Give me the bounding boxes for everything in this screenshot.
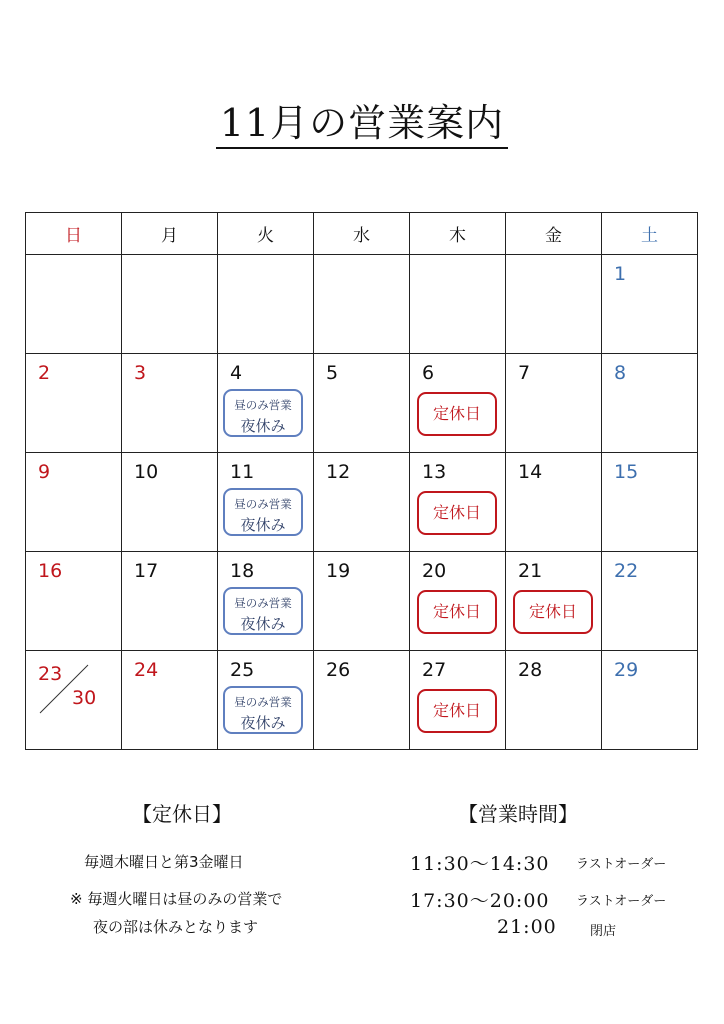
closed-day-badge: 定休日 xyxy=(417,689,497,733)
day-cell xyxy=(602,255,698,354)
day-cell xyxy=(506,255,602,354)
closed-day-badge: 定休日 xyxy=(417,392,497,436)
day-cell xyxy=(218,453,314,552)
day-cell xyxy=(410,453,506,552)
day-cell xyxy=(26,354,122,453)
day-cell xyxy=(122,354,218,453)
hours-dinner-note: ラストオーダー xyxy=(576,894,667,909)
lunch-only-label: 昼のみ営業 xyxy=(234,497,292,511)
business-hours-heading: 【営業時間】 xyxy=(458,802,578,826)
day-number: 16 xyxy=(38,560,63,582)
day-number: 8 xyxy=(614,362,627,384)
weekday-wednesday: 水 xyxy=(314,213,410,255)
lunch-only-badge xyxy=(223,389,303,437)
lunch-only-label: 昼のみ営業 xyxy=(234,695,292,709)
week-row xyxy=(26,651,698,750)
day-cell xyxy=(26,255,122,354)
lunch-only-badge xyxy=(223,488,303,536)
weekday-sunday: 日 xyxy=(26,213,122,255)
day-number: 26 xyxy=(326,659,351,681)
day-number: 19 xyxy=(326,560,351,582)
week-row xyxy=(26,354,698,453)
hours-close-note: 閉店 xyxy=(590,924,617,939)
day-cell xyxy=(602,354,698,453)
day-number: 15 xyxy=(614,461,639,483)
calendar-table xyxy=(25,212,698,750)
day-cell xyxy=(602,651,698,750)
day-number: 27 xyxy=(422,659,447,681)
day-cell xyxy=(122,651,218,750)
day-cell xyxy=(410,255,506,354)
day-number: 1 xyxy=(614,263,627,285)
closed-day-badge: 定休日 xyxy=(417,491,497,535)
day-cell xyxy=(602,453,698,552)
day-cell xyxy=(314,552,410,651)
day-number: 7 xyxy=(518,362,531,384)
day-number: 9 xyxy=(38,461,51,483)
day-cell xyxy=(602,552,698,651)
weekday-header-row xyxy=(26,213,698,255)
day-cell xyxy=(506,453,602,552)
weekday-saturday: 土 xyxy=(602,213,698,255)
day-cell xyxy=(122,255,218,354)
day-number: 29 xyxy=(614,659,639,681)
day-number: 18 xyxy=(230,560,255,582)
day-cell xyxy=(314,651,410,750)
closed-day-badge: 定休日 xyxy=(417,590,497,634)
day-number: 20 xyxy=(422,560,447,582)
day-cell xyxy=(410,354,506,453)
day-cell xyxy=(314,255,410,354)
day-number: 14 xyxy=(518,461,543,483)
day-cell xyxy=(506,354,602,453)
closed-day-badge: 定休日 xyxy=(513,590,593,634)
week-row xyxy=(26,453,698,552)
day-cell xyxy=(26,651,122,750)
day-cell xyxy=(314,453,410,552)
hours-dinner-time: 17:30～20:00 xyxy=(410,890,550,912)
day-number: 24 xyxy=(134,659,159,681)
split-date-cell xyxy=(26,651,122,749)
lunch-only-badge xyxy=(223,587,303,635)
day-number-secondary: 30 xyxy=(72,687,97,709)
day-number: 12 xyxy=(326,461,351,483)
day-cell xyxy=(506,651,602,750)
lunch-only-label: 昼のみ営業 xyxy=(234,596,292,610)
day-cell xyxy=(218,255,314,354)
night-off-label: 夜休み xyxy=(240,615,286,633)
week-row xyxy=(26,255,698,354)
day-cell xyxy=(506,552,602,651)
closed-days-heading: 【定休日】 xyxy=(132,802,232,826)
hours-lunch-note: ラストオーダー xyxy=(576,857,667,872)
day-cell xyxy=(314,354,410,453)
day-cell xyxy=(218,354,314,453)
day-cell xyxy=(218,651,314,750)
weekday-thursday: 木 xyxy=(410,213,506,255)
weekday-friday: 金 xyxy=(506,213,602,255)
lunch-only-badge xyxy=(223,686,303,734)
weekday-monday: 月 xyxy=(122,213,218,255)
day-number: 2 xyxy=(38,362,51,384)
hours-close-time: 21:00 xyxy=(497,916,557,938)
day-number: 23 xyxy=(38,663,63,685)
day-number: 22 xyxy=(614,560,639,582)
day-number: 3 xyxy=(134,362,147,384)
tuesday-note-line1: ※ 毎週火曜日は昼のみの営業で xyxy=(70,890,283,908)
day-number: 11 xyxy=(230,461,255,483)
day-number: 6 xyxy=(422,362,435,384)
day-cell xyxy=(410,552,506,651)
day-number: 5 xyxy=(326,362,339,384)
day-cell xyxy=(410,651,506,750)
page-title: 11月の営業案内 xyxy=(0,92,724,147)
night-off-label: 夜休み xyxy=(240,714,286,732)
day-number: 17 xyxy=(134,560,159,582)
day-number: 10 xyxy=(134,461,159,483)
day-number: 21 xyxy=(518,560,543,582)
weekday-tuesday: 火 xyxy=(218,213,314,255)
day-number: 25 xyxy=(230,659,255,681)
day-cell xyxy=(122,552,218,651)
day-number: 13 xyxy=(422,461,447,483)
day-cell xyxy=(122,453,218,552)
lunch-only-label: 昼のみ営業 xyxy=(234,398,292,412)
day-cell xyxy=(26,552,122,651)
day-cell xyxy=(218,552,314,651)
closed-days-rule: 毎週木曜日と第3金曜日 xyxy=(84,853,244,871)
week-row xyxy=(26,552,698,651)
tuesday-note-line2: 夜の部は休みとなります xyxy=(93,918,259,936)
night-off-label: 夜休み xyxy=(240,417,286,435)
day-number: 4 xyxy=(230,362,243,384)
day-number: 28 xyxy=(518,659,543,681)
night-off-label: 夜休み xyxy=(240,516,286,534)
hours-lunch-time: 11:30～14:30 xyxy=(410,853,550,875)
day-cell xyxy=(26,453,122,552)
